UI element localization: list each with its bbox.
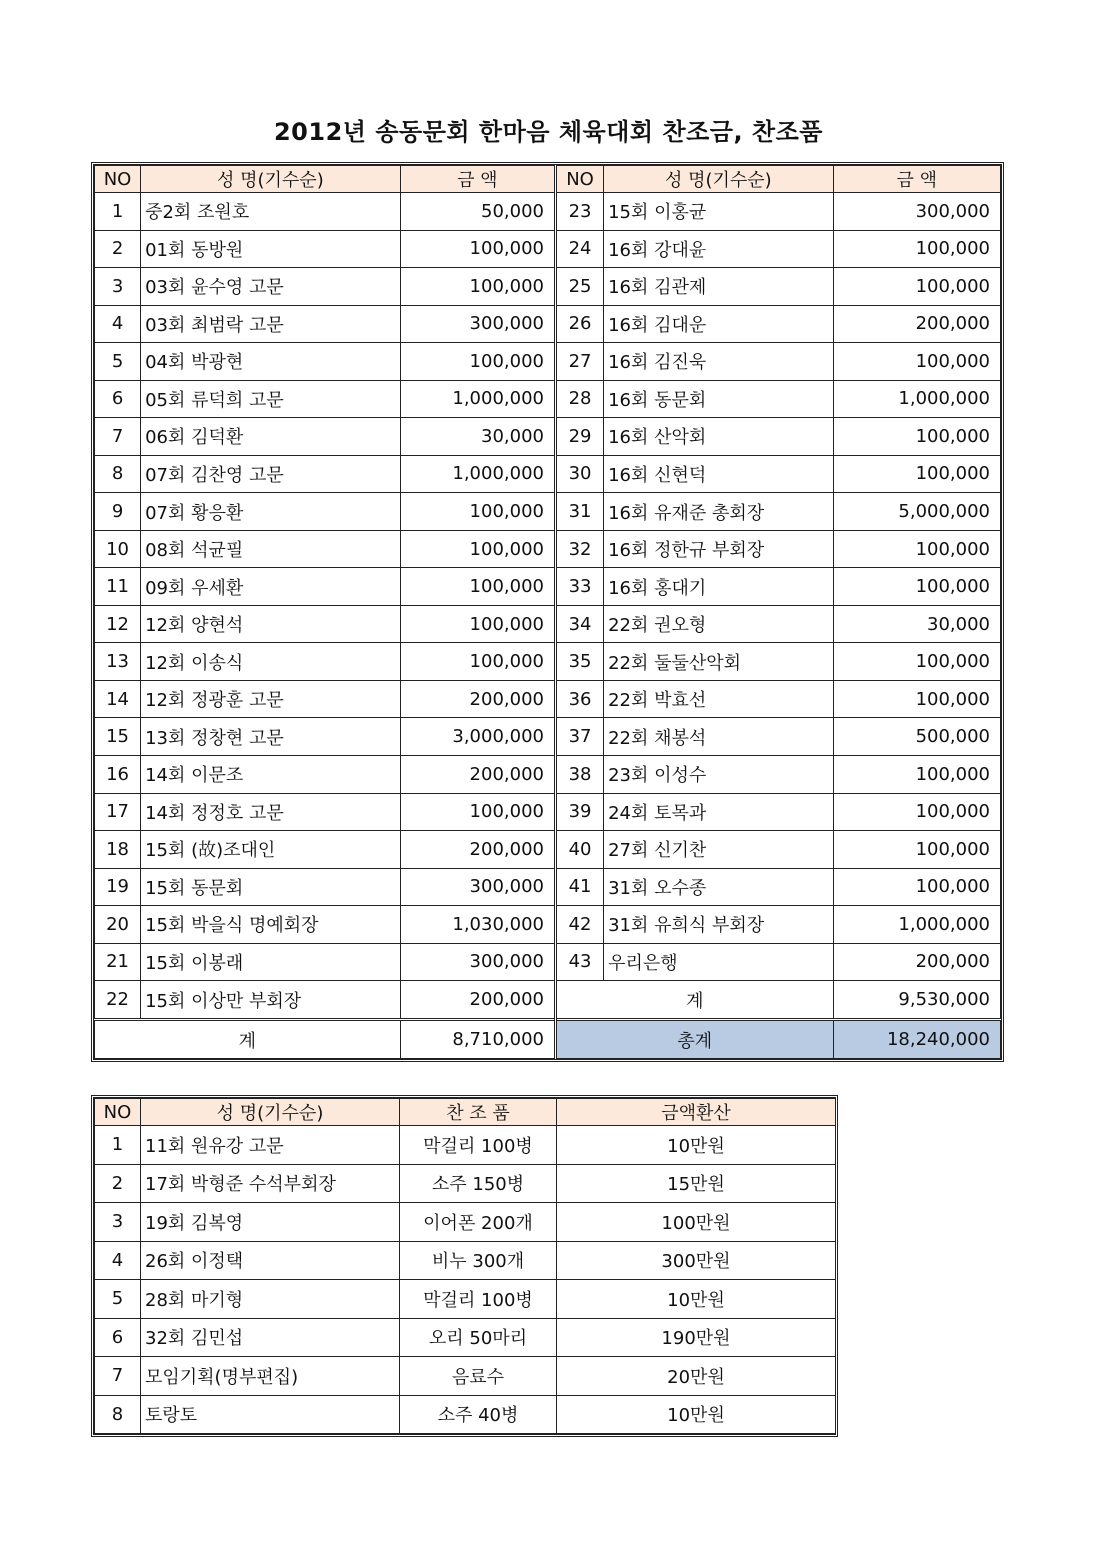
grand-total-amount: 18,240,000: [833, 1020, 1000, 1059]
row-no: 6: [95, 1318, 141, 1357]
table-row: [95, 755, 1001, 793]
row-amount: 300,000: [400, 868, 555, 906]
row-no: 8: [95, 455, 141, 493]
row-amount: 100,000: [400, 493, 555, 531]
row-no: 30: [555, 455, 603, 493]
row-no: 9: [95, 493, 141, 531]
row-amount: 100,000: [400, 793, 555, 831]
table-row: [95, 493, 1001, 531]
row-amount: 300,000: [833, 193, 1000, 231]
row-name: 17회 박형준 수석부회장: [141, 1164, 400, 1203]
row-name: 14회 정정호 고문: [141, 793, 401, 831]
row-no: 10: [95, 530, 141, 568]
row-amount: 100,000: [400, 605, 555, 643]
subtotal-label: 계: [95, 1020, 401, 1059]
row-name: 01회 동방원: [141, 230, 401, 268]
row-amount: 500,000: [833, 718, 1000, 756]
row-no: 5: [95, 343, 141, 381]
row-amount: 1,030,000: [400, 906, 555, 944]
table-row: [95, 943, 1001, 981]
row-amount: 100,000: [833, 680, 1000, 718]
row-name: 16회 유재준 총회장: [604, 493, 834, 531]
row-no: 21: [95, 943, 141, 981]
row-no: 1: [95, 1126, 141, 1165]
row-no: 28: [555, 380, 603, 418]
row-name: 16회 김관제: [604, 268, 834, 306]
row-no: 7: [95, 1357, 141, 1396]
table-row: [95, 1357, 836, 1396]
row-no: 43: [555, 943, 603, 981]
table-row: [95, 981, 1001, 1020]
row-no: 12: [95, 605, 141, 643]
header-name: 성 명(기수순): [604, 166, 834, 193]
row-no: 18: [95, 831, 141, 869]
row-no: 5: [95, 1280, 141, 1319]
table-row: [95, 1126, 836, 1165]
row-amount: 200,000: [833, 305, 1000, 343]
header-value: 금액환산: [557, 1099, 836, 1126]
row-value: 10만원: [557, 1126, 836, 1165]
table-row: [95, 793, 1001, 831]
row-no: 33: [555, 568, 603, 606]
grand-total-label: 총계: [555, 1020, 833, 1059]
row-amount: 100,000: [833, 268, 1000, 306]
row-no: 34: [555, 605, 603, 643]
row-item: 오리 50마리: [400, 1318, 557, 1357]
row-name: 15회 이상만 부회장: [141, 981, 401, 1020]
table-row: [95, 1203, 836, 1242]
row-item: 비누 300개: [400, 1241, 557, 1280]
row-value: 300만원: [557, 1241, 836, 1280]
row-no: 1: [95, 193, 141, 231]
donation-goods-table: [91, 1095, 838, 1437]
row-no: 32: [555, 530, 603, 568]
table-row: [95, 418, 1001, 456]
row-name: 32회 김민섭: [141, 1318, 400, 1357]
row-name: 16회 홍대기: [604, 568, 834, 606]
row-no: 6: [95, 380, 141, 418]
row-name: 27회 신기찬: [604, 831, 834, 869]
row-name: 15회 이홍균: [604, 193, 834, 231]
subtotal-amount: 8,710,000: [400, 1020, 555, 1059]
row-name: 07회 황응환: [141, 493, 401, 531]
row-item: 막걸리 100병: [400, 1126, 557, 1165]
table-row: [95, 1280, 836, 1319]
row-amount: 1,000,000: [833, 906, 1000, 944]
row-no: 40: [555, 831, 603, 869]
row-no: 39: [555, 793, 603, 831]
row-no: 20: [95, 906, 141, 944]
table-row: [95, 831, 1001, 869]
row-amount: 3,000,000: [400, 718, 555, 756]
row-no: 17: [95, 793, 141, 831]
row-no: 2: [95, 230, 141, 268]
row-name: 23회 이성수: [604, 755, 834, 793]
row-item: 이어폰 200개: [400, 1203, 557, 1242]
table-row: [95, 1318, 836, 1357]
row-no: 42: [555, 906, 603, 944]
row-no: 15: [95, 718, 141, 756]
row-no: 3: [95, 1203, 141, 1242]
row-name: 토랑토: [141, 1395, 400, 1434]
row-amount: 100,000: [833, 643, 1000, 681]
row-amount: 300,000: [400, 305, 555, 343]
table-row: [95, 343, 1001, 381]
row-amount: 30,000: [833, 605, 1000, 643]
row-name: 16회 산악회: [604, 418, 834, 456]
row-value: 190만원: [557, 1318, 836, 1357]
row-name: 15회 박을식 명예회장: [141, 906, 401, 944]
row-no: 14: [95, 680, 141, 718]
row-no: 3: [95, 268, 141, 306]
row-no: 25: [555, 268, 603, 306]
row-name: 11회 원유강 고문: [141, 1126, 400, 1165]
row-name: 16회 동문회: [604, 380, 834, 418]
row-amount: 100,000: [833, 568, 1000, 606]
row-amount: 100,000: [833, 530, 1000, 568]
table-row: [95, 605, 1001, 643]
header-no: NO: [95, 166, 141, 193]
row-amount: 100,000: [833, 343, 1000, 381]
row-value: 10만원: [557, 1395, 836, 1434]
row-amount: 1,000,000: [833, 380, 1000, 418]
row-name: 22회 권오형: [604, 605, 834, 643]
table-row: [95, 230, 1001, 268]
subtotal-amount: 9,530,000: [833, 981, 1000, 1020]
row-name: 12회 정광훈 고문: [141, 680, 401, 718]
row-amount: 100,000: [400, 343, 555, 381]
table-row: [95, 868, 1001, 906]
row-no: 2: [95, 1164, 141, 1203]
header-no: NO: [555, 166, 603, 193]
header-no: NO: [95, 1099, 141, 1126]
row-no: 37: [555, 718, 603, 756]
row-value: 20만원: [557, 1357, 836, 1396]
row-amount: 100,000: [400, 643, 555, 681]
row-no: 4: [95, 305, 141, 343]
goods-table-header: [95, 1099, 836, 1126]
row-amount: 200,000: [400, 981, 555, 1020]
row-name: 16회 정한규 부회장: [604, 530, 834, 568]
table-row: [95, 193, 1001, 231]
row-name: 26회 이정택: [141, 1241, 400, 1280]
row-name: 07회 김찬영 고문: [141, 455, 401, 493]
row-item: 막걸리 100병: [400, 1280, 557, 1319]
table-row: [95, 380, 1001, 418]
row-name: 16회 신현덕: [604, 455, 834, 493]
row-name: 08회 석균필: [141, 530, 401, 568]
row-name: 31회 유희식 부회장: [604, 906, 834, 944]
row-no: 22: [95, 981, 141, 1020]
table-row: [95, 643, 1001, 681]
header-item: 찬 조 품: [400, 1099, 557, 1126]
row-name: 24회 토목과: [604, 793, 834, 831]
row-amount: 100,000: [400, 530, 555, 568]
row-amount: 30,000: [400, 418, 555, 456]
table-row: [95, 268, 1001, 306]
row-name: 19회 김복영: [141, 1203, 400, 1242]
row-name: 22회 채봉석: [604, 718, 834, 756]
table-row: [95, 906, 1001, 944]
row-name: 03회 최범락 고문: [141, 305, 401, 343]
table-row: [95, 305, 1001, 343]
row-amount: 200,000: [400, 680, 555, 718]
row-amount: 100,000: [833, 868, 1000, 906]
row-no: 11: [95, 568, 141, 606]
row-name: 14회 이문조: [141, 755, 401, 793]
row-amount: 100,000: [833, 755, 1000, 793]
row-amount: 200,000: [833, 943, 1000, 981]
row-value: 100만원: [557, 1203, 836, 1242]
row-name: 28회 마기형: [141, 1280, 400, 1319]
row-name: 15회 이봉래: [141, 943, 401, 981]
row-name: 16회 김대운: [604, 305, 834, 343]
row-no: 8: [95, 1395, 141, 1434]
row-no: 41: [555, 868, 603, 906]
row-name: 12회 양현석: [141, 605, 401, 643]
row-name: 06회 김덕환: [141, 418, 401, 456]
table-row: [95, 680, 1001, 718]
table-row: [95, 530, 1001, 568]
row-item: 소주 150병: [400, 1164, 557, 1203]
row-name: 중2회 조원호: [141, 193, 401, 231]
table-row: [95, 1241, 836, 1280]
row-no: 24: [555, 230, 603, 268]
row-amount: 5,000,000: [833, 493, 1000, 531]
table-row: [95, 568, 1001, 606]
row-amount: 100,000: [400, 268, 555, 306]
row-no: 27: [555, 343, 603, 381]
row-amount: 50,000: [400, 193, 555, 231]
header-amount: 금 액: [400, 166, 555, 193]
row-no: 7: [95, 418, 141, 456]
table-row: [95, 1164, 836, 1203]
row-no: 38: [555, 755, 603, 793]
row-amount: 100,000: [400, 230, 555, 268]
row-name: 15회 (故)조대인: [141, 831, 401, 869]
header-name: 성 명(기수순): [141, 166, 401, 193]
row-amount: 1,000,000: [400, 380, 555, 418]
row-name: 05회 류덕희 고문: [141, 380, 401, 418]
row-no: 26: [555, 305, 603, 343]
row-no: 35: [555, 643, 603, 681]
row-amount: 100,000: [400, 568, 555, 606]
row-amount: 100,000: [833, 418, 1000, 456]
row-name: 09회 우세환: [141, 568, 401, 606]
table-row: [95, 455, 1001, 493]
row-amount: 100,000: [833, 230, 1000, 268]
row-no: 31: [555, 493, 603, 531]
row-name: 31회 오수종: [604, 868, 834, 906]
money-table-header: [95, 166, 1001, 193]
row-name: 15회 동문회: [141, 868, 401, 906]
row-amount: 200,000: [400, 755, 555, 793]
row-name: 12회 이송식: [141, 643, 401, 681]
row-item: 음료수: [400, 1357, 557, 1396]
header-name: 성 명(기수순): [141, 1099, 400, 1126]
row-item: 소주 40병: [400, 1395, 557, 1434]
row-no: 36: [555, 680, 603, 718]
row-name: 22회 둘둘산악회: [604, 643, 834, 681]
row-amount: 100,000: [833, 831, 1000, 869]
row-no: 4: [95, 1241, 141, 1280]
page-title: 2012년 송동문회 한마음 체육대회 찬조금, 찬조품: [273, 118, 823, 146]
row-name: 우리은행: [604, 943, 834, 981]
row-amount: 200,000: [400, 831, 555, 869]
row-amount: 300,000: [400, 943, 555, 981]
row-value: 15만원: [557, 1164, 836, 1203]
row-amount: 1,000,000: [400, 455, 555, 493]
total-row: [95, 1020, 1001, 1059]
row-no: 19: [95, 868, 141, 906]
row-name: 03회 윤수영 고문: [141, 268, 401, 306]
row-name: 16회 강대윤: [604, 230, 834, 268]
row-value: 10만원: [557, 1280, 836, 1319]
row-amount: 100,000: [833, 455, 1000, 493]
row-no: 29: [555, 418, 603, 456]
row-no: 13: [95, 643, 141, 681]
row-amount: 100,000: [833, 793, 1000, 831]
table-row: [95, 718, 1001, 756]
donation-money-table: [91, 162, 1004, 1062]
row-name: 모임기획(명부편집): [141, 1357, 400, 1396]
row-name: 22회 박효선: [604, 680, 834, 718]
row-name: 04회 박광현: [141, 343, 401, 381]
subtotal-label: 계: [555, 981, 833, 1020]
table-row: [95, 1395, 836, 1434]
row-name: 16회 김진욱: [604, 343, 834, 381]
row-no: 23: [555, 193, 603, 231]
header-amount: 금 액: [833, 166, 1000, 193]
row-name: 13회 정창현 고문: [141, 718, 401, 756]
row-no: 16: [95, 755, 141, 793]
